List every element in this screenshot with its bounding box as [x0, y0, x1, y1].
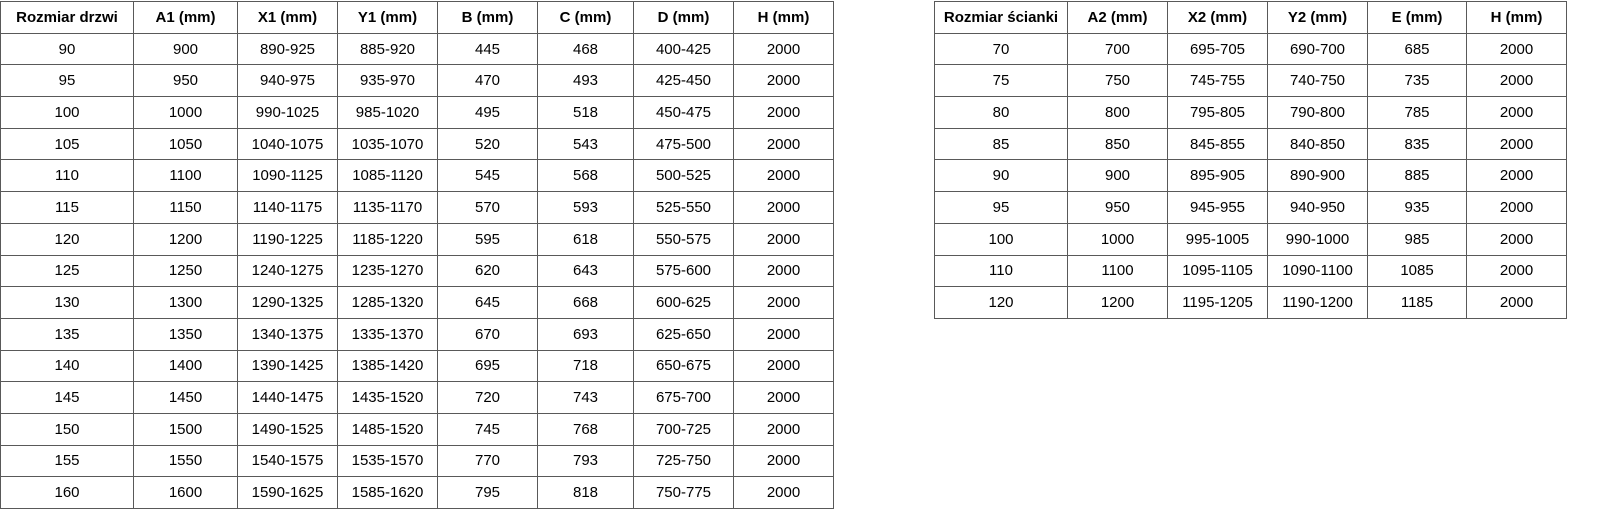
column-header: B (mm): [438, 2, 538, 34]
table-cell: 550-575: [634, 223, 734, 255]
table-cell: 1435-1520: [338, 382, 438, 414]
table-row: [935, 128, 1567, 160]
table-cell: 890-900: [1268, 160, 1368, 192]
table-row: [1, 382, 834, 414]
table-cell: 545: [438, 160, 538, 192]
table-cell: 1335-1370: [338, 318, 438, 350]
table-row: [1, 223, 834, 255]
table-cell: 2000: [734, 287, 834, 319]
table-cell: 2000: [1467, 223, 1567, 255]
table-cell: 445: [438, 33, 538, 65]
table-cell: 2000: [734, 350, 834, 382]
table-cell: 990-1025: [238, 97, 338, 129]
table-cell: 1350: [134, 318, 238, 350]
table-cell: 1585-1620: [338, 477, 438, 509]
table-cell: 1035-1070: [338, 128, 438, 160]
column-header: Rozmiar ścianki: [935, 2, 1068, 34]
table-cell: 690-700: [1268, 33, 1368, 65]
table-cell: 900: [1068, 160, 1168, 192]
table-cell: 718: [538, 350, 634, 382]
table-cell: 155: [1, 445, 134, 477]
table-cell: 1340-1375: [238, 318, 338, 350]
table-cell: 618: [538, 223, 634, 255]
table-cell: 568: [538, 160, 634, 192]
column-header: H (mm): [1467, 2, 1567, 34]
table-cell: 1085: [1368, 255, 1467, 287]
table-cell: 2000: [1467, 287, 1567, 319]
table-cell: 1090-1100: [1268, 255, 1368, 287]
table-cell: 795: [438, 477, 538, 509]
table-row: [1, 160, 834, 192]
table-cell: 2000: [1467, 97, 1567, 129]
table-cell: 1250: [134, 255, 238, 287]
table-row: [1, 413, 834, 445]
table-cell: 105: [1, 128, 134, 160]
table-cell: 1100: [134, 160, 238, 192]
table-cell: 595: [438, 223, 538, 255]
column-header: Y2 (mm): [1268, 2, 1368, 34]
column-header: Y1 (mm): [338, 2, 438, 34]
table-cell: 1490-1525: [238, 413, 338, 445]
table-cell: 100: [1, 97, 134, 129]
table-cell: 990-1000: [1268, 223, 1368, 255]
column-header: Rozmiar drzwi: [1, 2, 134, 34]
table-cell: 90: [1, 33, 134, 65]
table-cell: 625-650: [634, 318, 734, 350]
table-row: [1, 97, 834, 129]
table-cell: 2000: [734, 318, 834, 350]
table-cell: 800: [1068, 97, 1168, 129]
table-cell: 895-905: [1168, 160, 1268, 192]
table-row: [935, 65, 1567, 97]
table-row: [1, 287, 834, 319]
table-cell: 120: [1, 223, 134, 255]
table-cell: 2000: [734, 445, 834, 477]
table-cell: 1400: [134, 350, 238, 382]
column-header: X2 (mm): [1168, 2, 1268, 34]
column-header: C (mm): [538, 2, 634, 34]
table-cell: 850: [1068, 128, 1168, 160]
table-cell: 985-1020: [338, 97, 438, 129]
table-row: [1, 318, 834, 350]
column-header: D (mm): [634, 2, 734, 34]
table-cell: 125: [1, 255, 134, 287]
table-cell: 1200: [134, 223, 238, 255]
table-cell: 2000: [734, 413, 834, 445]
table-cell: 160: [1, 477, 134, 509]
table-cell: 2000: [1467, 65, 1567, 97]
door-size-table: [0, 1, 834, 509]
table-cell: 745: [438, 413, 538, 445]
table-cell: 720: [438, 382, 538, 414]
table-cell: 1440-1475: [238, 382, 338, 414]
table-cell: 1000: [1068, 223, 1168, 255]
table-cell: 100: [935, 223, 1068, 255]
table-cell: 995-1005: [1168, 223, 1268, 255]
table-cell: 650-675: [634, 350, 734, 382]
table-cell: 693: [538, 318, 634, 350]
door-table-header-row: [1, 2, 834, 34]
table-row: [935, 192, 1567, 224]
table-row: [935, 287, 1567, 319]
table-cell: 495: [438, 97, 538, 129]
table-cell: 1535-1570: [338, 445, 438, 477]
table-row: [1, 33, 834, 65]
table-cell: 935-970: [338, 65, 438, 97]
table-cell: 950: [1068, 192, 1168, 224]
table-cell: 645: [438, 287, 538, 319]
table-row: [935, 223, 1567, 255]
table-row: [1, 192, 834, 224]
table-cell: 1040-1075: [238, 128, 338, 160]
table-cell: 1290-1325: [238, 287, 338, 319]
table-cell: 793: [538, 445, 634, 477]
table-row: [1, 350, 834, 382]
table-cell: 620: [438, 255, 538, 287]
table-cell: 2000: [734, 192, 834, 224]
table-cell: 95: [1, 65, 134, 97]
table-cell: 400-425: [634, 33, 734, 65]
table-cell: 2000: [1467, 128, 1567, 160]
table-cell: 470: [438, 65, 538, 97]
table-cell: 785: [1368, 97, 1467, 129]
table-cell: 475-500: [634, 128, 734, 160]
table-cell: 940-975: [238, 65, 338, 97]
table-cell: 1050: [134, 128, 238, 160]
table-cell: 1300: [134, 287, 238, 319]
table-cell: 130: [1, 287, 134, 319]
table-cell: 450-475: [634, 97, 734, 129]
table-cell: 600-625: [634, 287, 734, 319]
table-cell: 770: [438, 445, 538, 477]
table-cell: 2000: [734, 255, 834, 287]
table-cell: 2000: [734, 33, 834, 65]
table-cell: 700: [1068, 33, 1168, 65]
table-cell: 1135-1170: [338, 192, 438, 224]
table-cell: 750: [1068, 65, 1168, 97]
table-cell: 1590-1625: [238, 477, 338, 509]
table-row: [1, 128, 834, 160]
table-cell: 900: [134, 33, 238, 65]
table-cell: 1450: [134, 382, 238, 414]
table-cell: 1100: [1068, 255, 1168, 287]
table-cell: 840-850: [1268, 128, 1368, 160]
table-cell: 885: [1368, 160, 1467, 192]
table-cell: 845-855: [1168, 128, 1268, 160]
table-cell: 695: [438, 350, 538, 382]
table-cell: 520: [438, 128, 538, 160]
table-cell: 425-450: [634, 65, 734, 97]
table-cell: 543: [538, 128, 634, 160]
table-cell: 675-700: [634, 382, 734, 414]
table-cell: 985: [1368, 223, 1467, 255]
table-cell: 2000: [1467, 160, 1567, 192]
table-cell: 1185: [1368, 287, 1467, 319]
table-cell: 1485-1520: [338, 413, 438, 445]
table-cell: 1600: [134, 477, 238, 509]
table-cell: 518: [538, 97, 634, 129]
table-cell: 2000: [734, 160, 834, 192]
table-cell: 670: [438, 318, 538, 350]
table-cell: 2000: [734, 477, 834, 509]
table-cell: 1190-1225: [238, 223, 338, 255]
table-cell: 145: [1, 382, 134, 414]
table-cell: 575-600: [634, 255, 734, 287]
table-cell: 1085-1120: [338, 160, 438, 192]
table-cell: 725-750: [634, 445, 734, 477]
table-cell: 115: [1, 192, 134, 224]
table-cell: 2000: [734, 65, 834, 97]
table-cell: 945-955: [1168, 192, 1268, 224]
table-row: [935, 33, 1567, 65]
table-cell: 70: [935, 33, 1068, 65]
table-cell: 668: [538, 287, 634, 319]
table-cell: 1190-1200: [1268, 287, 1368, 319]
table-cell: 593: [538, 192, 634, 224]
table-cell: 1385-1420: [338, 350, 438, 382]
table-row: [1, 65, 834, 97]
table-cell: 1000: [134, 97, 238, 129]
table-cell: 1240-1275: [238, 255, 338, 287]
table-cell: 2000: [1467, 192, 1567, 224]
table-cell: 935: [1368, 192, 1467, 224]
table-row: [1, 477, 834, 509]
table-cell: 2000: [734, 97, 834, 129]
table-cell: 75: [935, 65, 1068, 97]
wall-size-table: [934, 1, 1567, 319]
column-header: A1 (mm): [134, 2, 238, 34]
table-cell: 2000: [734, 382, 834, 414]
table-row: [935, 97, 1567, 129]
table-row: [1, 255, 834, 287]
table-cell: 695-705: [1168, 33, 1268, 65]
table-cell: 135: [1, 318, 134, 350]
table-row: [1, 445, 834, 477]
table-cell: 468: [538, 33, 634, 65]
table-cell: 525-550: [634, 192, 734, 224]
table-cell: 818: [538, 477, 634, 509]
table-cell: 570: [438, 192, 538, 224]
table-cell: 1150: [134, 192, 238, 224]
table-cell: 743: [538, 382, 634, 414]
table-cell: 950: [134, 65, 238, 97]
table-cell: 95: [935, 192, 1068, 224]
table-cell: 110: [1, 160, 134, 192]
table-cell: 835: [1368, 128, 1467, 160]
table-cell: 1550: [134, 445, 238, 477]
table-cell: 890-925: [238, 33, 338, 65]
table-cell: 120: [935, 287, 1068, 319]
table-cell: 140: [1, 350, 134, 382]
table-cell: 2000: [1467, 255, 1567, 287]
table-cell: 1090-1125: [238, 160, 338, 192]
table-cell: 745-755: [1168, 65, 1268, 97]
column-header: X1 (mm): [238, 2, 338, 34]
table-cell: 740-750: [1268, 65, 1368, 97]
table-cell: 643: [538, 255, 634, 287]
table-cell: 2000: [1467, 33, 1567, 65]
table-cell: 885-920: [338, 33, 438, 65]
table-cell: 110: [935, 255, 1068, 287]
table-cell: 1540-1575: [238, 445, 338, 477]
table-cell: 90: [935, 160, 1068, 192]
table-cell: 1195-1205: [1168, 287, 1268, 319]
table-cell: 795-805: [1168, 97, 1268, 129]
table-cell: 1285-1320: [338, 287, 438, 319]
table-cell: 1140-1175: [238, 192, 338, 224]
table-cell: 768: [538, 413, 634, 445]
table-cell: 735: [1368, 65, 1467, 97]
table-row: [935, 255, 1567, 287]
table-cell: 1185-1220: [338, 223, 438, 255]
table-cell: 2000: [734, 128, 834, 160]
table-cell: 493: [538, 65, 634, 97]
table-cell: 80: [935, 97, 1068, 129]
wall-table-header-row: [935, 2, 1567, 34]
table-cell: 1095-1105: [1168, 255, 1268, 287]
table-cell: 150: [1, 413, 134, 445]
column-header: H (mm): [734, 2, 834, 34]
table-cell: 85: [935, 128, 1068, 160]
table-cell: 750-775: [634, 477, 734, 509]
table-cell: 2000: [734, 223, 834, 255]
table-cell: 1200: [1068, 287, 1168, 319]
table-cell: 500-525: [634, 160, 734, 192]
column-header: A2 (mm): [1068, 2, 1168, 34]
table-cell: 1390-1425: [238, 350, 338, 382]
table-cell: 685: [1368, 33, 1467, 65]
table-cell: 700-725: [634, 413, 734, 445]
column-header: E (mm): [1368, 2, 1467, 34]
table-row: [935, 160, 1567, 192]
table-cell: 1500: [134, 413, 238, 445]
table-cell: 940-950: [1268, 192, 1368, 224]
table-cell: 1235-1270: [338, 255, 438, 287]
table-cell: 790-800: [1268, 97, 1368, 129]
